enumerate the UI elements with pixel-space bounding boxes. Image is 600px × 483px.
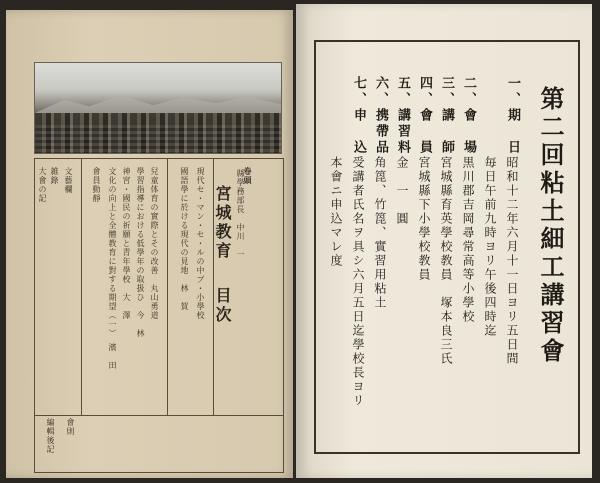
announcement-title: 第二回粘土細工講習會 (536, 86, 565, 366)
item-label-lecturer: 三、講 師 (439, 76, 454, 156)
toc-subtitle: 目次 (213, 287, 232, 325)
toc-entry: 學習指導における低學年の取扱ひ 今 林 (136, 167, 145, 338)
toc-title: 宮城教育 (213, 185, 232, 261)
item-value-venue: 黒川郡吉岡尋常高等小學校 (461, 156, 475, 324)
toc-entry: 國語學に於ける現代の見地 林 賀 (180, 167, 189, 311)
toc-entry: 縣學務部長 中川 一 (236, 169, 245, 259)
item-value-lecturer: 宮城縣育英學校教員 塚本良三氏 (439, 156, 453, 366)
item-label-items: 六、携帶品 (373, 76, 388, 156)
item-value-fee: 金 一 圓 (395, 156, 409, 226)
item-label-fee: 五、講習料 (395, 76, 410, 156)
item-label-venue: 二、會 場 (461, 76, 476, 156)
toc-entry: 編輯後記 (46, 418, 55, 454)
item-value-items: 角箆、竹箆、實習用粘土 (373, 156, 387, 310)
toc-entry: 會員動靜 (92, 167, 101, 203)
item-label-date: 一、期 日 (505, 76, 520, 156)
toc-lower-box (34, 414, 284, 473)
toc-divider (213, 159, 214, 415)
toc-entry: 大會の記 (38, 167, 47, 203)
item-value-date: 昭和十二年六月十一日ヨリ五日間 (505, 156, 519, 366)
toc-entry: 現代セ・マン・セ・ルの中ブ・小學校 (196, 167, 205, 320)
toc-entry: 雑錄 (50, 167, 59, 185)
item-value-application: 受講者氏名ヲ具シ六月五日迄學校長ヨリ (351, 156, 365, 408)
town-texture (35, 125, 281, 153)
toc-entry: 兒童体育の實際とその改善 丸山勇道 (150, 167, 159, 320)
toc-entry: 文藝欄 (64, 167, 73, 194)
toc-divider (167, 159, 168, 415)
toc-entry: 文化の向上と全體教育に對する期望（一） 濱 田 (108, 167, 117, 370)
item-value-application-cont: 本會ニ申込マレ度 (329, 156, 343, 268)
toc-entry: 會則 (66, 418, 75, 436)
item-value-hours: 毎日午前九時ヨリ午後四時迄 (483, 156, 497, 338)
toc-divider (81, 159, 82, 415)
town-photograph (34, 62, 282, 154)
item-value-members: 宮城縣下小學校教員 (417, 156, 431, 282)
toc-entry: 神宮・國民の祈願と青年學校 大 澤 (122, 167, 131, 320)
toc-box (34, 158, 284, 416)
announcement-frame (314, 40, 580, 454)
right-page-announcement (296, 4, 592, 478)
left-page-table-of-contents (6, 10, 293, 478)
item-label-members: 四、會 員 (417, 76, 432, 156)
item-label-application: 七、申 込 (351, 76, 366, 156)
mountain-ridge (35, 91, 281, 113)
toc-header-label: 卷頭 (243, 167, 253, 185)
